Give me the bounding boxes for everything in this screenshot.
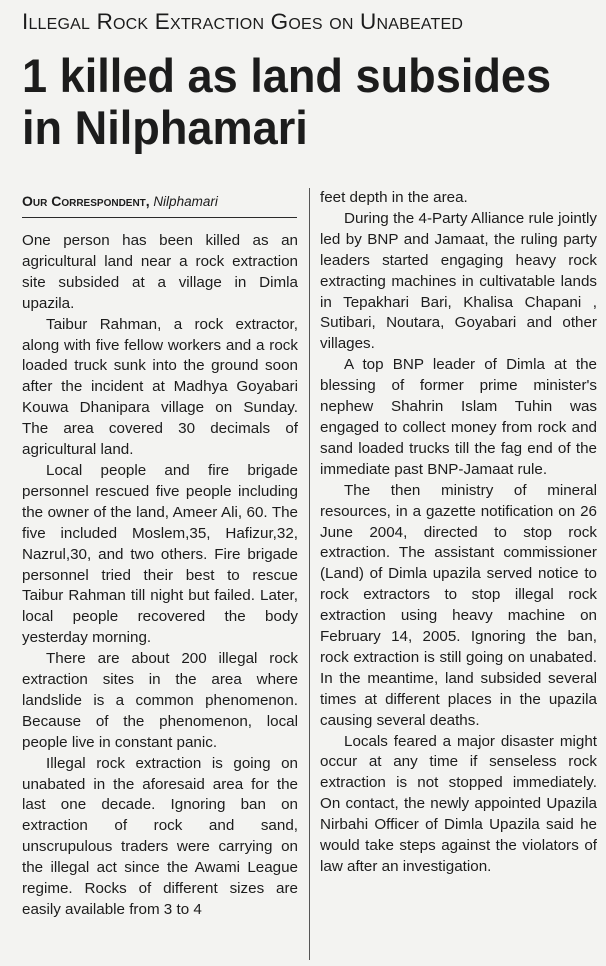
- paragraph: There are about 200 illegal rock extraction sites in the area where landslide is a common phenomenon. Because of the phenomenon, local people live in constant panic.: [22, 650, 298, 751]
- paragraph: One person has been killed as an agricultural land near a rock extraction site subsided at a village in Dimla upazila.: [22, 232, 298, 312]
- paragraph: Illegal rock extraction is going on unabated in the aforesaid area for the last one decade. Ignoring ban on extraction of rock and sand, unscrupulous traders were carrying on the illegal act since the Awami League regime. Rocks of different sizes are easily available from 3 to 4: [22, 754, 298, 918]
- paragraph: Taibur Rahman, a rock extractor, along with five fellow workers and a rock loaded truck sunk into the ground soon after the incident at Madhya Goyabari Kouwa Dhanipara village on Sunday. The area covered 30 decimals of agricultural land.: [22, 315, 298, 459]
- byline-location: Nilphamari: [153, 194, 218, 209]
- headline-line-1: 1 killed as land subsides: [22, 49, 552, 102]
- paragraph: A top BNP leader of Dimla at the blessing of former prime minister's nephew Shahrin Islam Tuhin was engaged to collect money from rock and sand loaded trucks till the fag end of the immediate past BNP-Jamaat rule.: [320, 356, 597, 478]
- column-divider: [309, 188, 310, 960]
- article-headline: [22, 50, 579, 154]
- article-column-2: [320, 188, 597, 878]
- byline-author: Our Correspondent,: [22, 193, 150, 209]
- headline-line-2: in Nilphamari: [22, 101, 308, 154]
- paragraph: The then ministry of mineral resources, in a gazette notification on 26 June 2004, directed to stop rock extraction. The assistant commissioner (Land) of Dimla upazila served notice to rock extractors to stop illegal rock extraction using heavy machine on February 14, 2005. Ignoring the ban, rock extraction is still going on unabated. In the meantime, land subsided several times at different places in the upazila causing several deaths.: [320, 481, 597, 729]
- paragraph: feet depth in the area.: [320, 189, 468, 206]
- article-kicker: Illegal Rock Extraction Goes on Unabeated: [22, 9, 464, 34]
- paragraph: Local people and fire brigade personnel rescued five people including the owner of the land, Ameer Ali, 60. The five included Moslem,35, Hafizur,32, Nazrul,30, and two others. Fire brigade personnel tried their best to rescue Taibur Rahman till night but failed. Later, local people recovered the body yesterday morning.: [22, 461, 298, 647]
- byline: [22, 193, 297, 209]
- byline-divider: [22, 217, 297, 218]
- paragraph: During the 4-Party Alliance rule jointly led by BNP and Jamaat, the ruling party leaders started engaging heavy rock extracting machines in cultivatable lands in Tepakhari Bari, Khalisa Chapani , Sutibari, Noutara, Goyabari and other villages.: [320, 209, 597, 353]
- paragraph: Locals feared a major disaster might occur at any time if senseless rock extraction is not stopped immediately. On contact, the newly appointed Upazila Nirbahi Officer of Dimla Upazila said he would take steps against the violators of law after an investigation.: [320, 732, 597, 875]
- article-column-1: [22, 231, 298, 921]
